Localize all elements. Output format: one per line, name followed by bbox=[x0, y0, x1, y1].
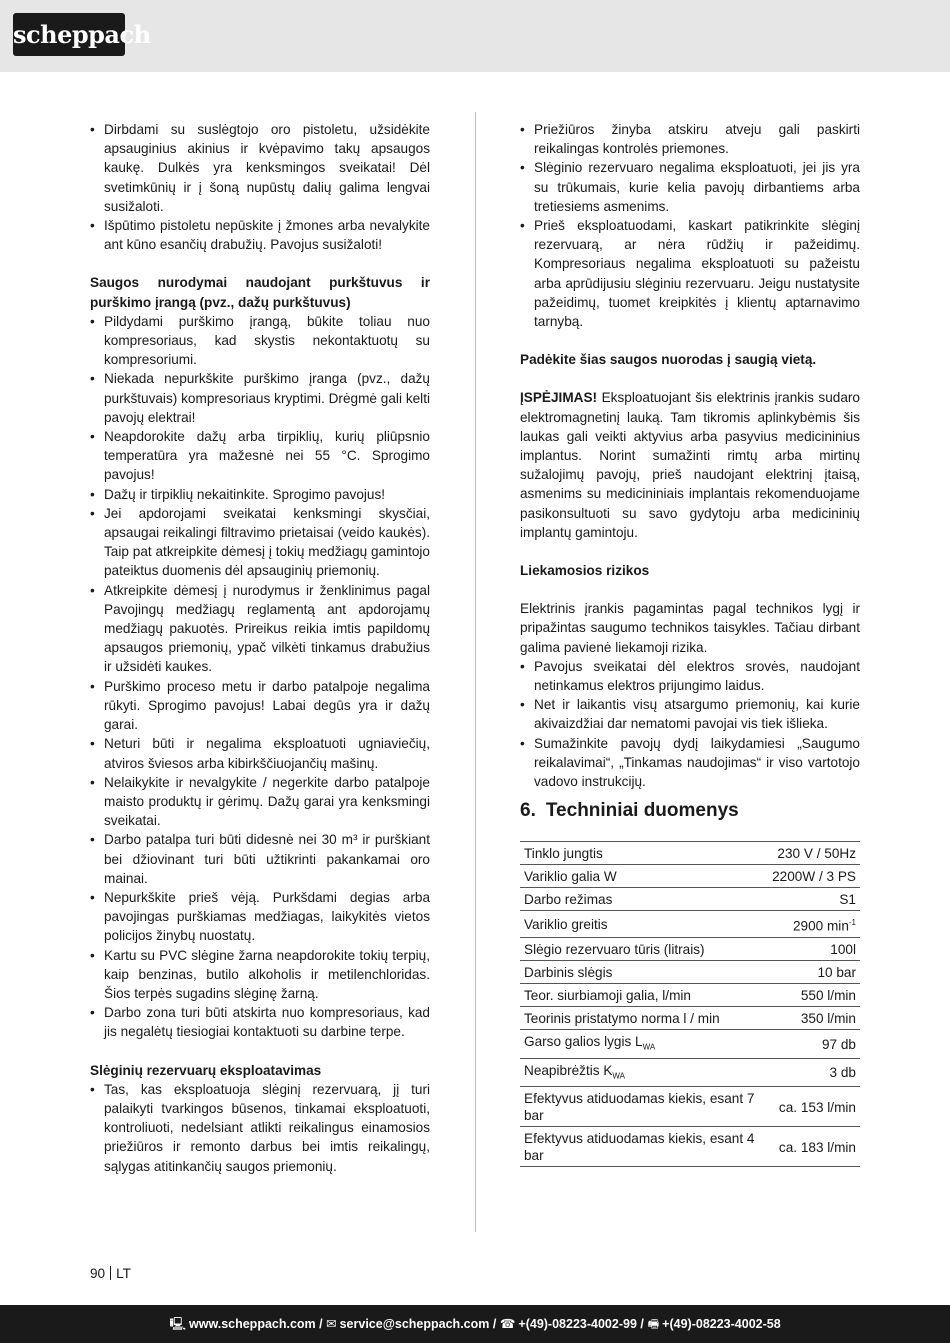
page-number bbox=[90, 1266, 131, 1281]
spec-value bbox=[768, 888, 860, 911]
spec-label-text: Slėgio rezervuaro tūris (litrais) bbox=[524, 941, 705, 957]
spec-value-text: 3 db bbox=[829, 1065, 856, 1081]
list-item: • Pildydami purškimo įrangą, būkite toliau nuo kompresoriaus, kad skystis nekontaktuotų su kompresoriumi. bbox=[90, 312, 430, 370]
spec-value bbox=[768, 1058, 860, 1087]
spec-value bbox=[768, 1087, 860, 1127]
table-row bbox=[520, 1087, 860, 1127]
spec-label bbox=[520, 888, 768, 911]
spec-value-text: 2200W / 3 PS bbox=[772, 869, 856, 885]
spec-label bbox=[520, 842, 768, 865]
spec-value-text: 97 db bbox=[821, 1036, 856, 1052]
footer-web: www.scheppach.com bbox=[189, 1317, 316, 1331]
spec-label-text: Teor. siurbiamoji galia, l/min bbox=[524, 987, 691, 1003]
spec-value-text: 550 l/min bbox=[800, 987, 856, 1003]
list-item: • Slėginio rezervuaro negalima eksploatuoti, jei jis yra su trūkumais, kurie kelia pavojų dirbantiems arba tretiesiems asmenims. bbox=[520, 158, 860, 216]
section-title: Techniniai duomenys bbox=[545, 800, 739, 822]
list-item: • Atkreipkite dėmesį į nurodymus ir ženklinimus pagal Pavojingų medžiagų reglamentą ant apdorojamų medžiagų pakuotės. Prireikus reikia imtis papildomų apsaugos priemonių, ypač vilkėti tinkamus drabužius ir užsidėti kaukes. bbox=[90, 581, 430, 677]
footer-fax: +(49)-08223-4002-58 bbox=[662, 1317, 781, 1331]
list-item: • Nepurkškite prieš vėją. Purkšdami degias arba pavojingas purškiamas medžiagas, laikykitės vietos policijos žinybų nuostatų. bbox=[90, 888, 430, 946]
list-item: • Niekada nepurkškite purškimo įranga (pvz., dažų purkštuvais) kompresoriaus kryptimi. Drėgmė gali kelti pavojų elektrai! bbox=[90, 369, 430, 427]
list-item: • Net ir laikantis visų atsargumo priemonių, kai kurie akivaizdžiai dar nematomi pavojai vis tiek išlieka. bbox=[520, 695, 860, 733]
table-row bbox=[520, 937, 860, 960]
warning-label: ĮSPĖJIMAS! bbox=[520, 390, 598, 406]
technical-data-table bbox=[520, 841, 860, 1167]
scheppach-logo: scheppach bbox=[13, 13, 125, 56]
footer-separator: / bbox=[319, 1317, 323, 1331]
spec-value bbox=[768, 1006, 860, 1029]
list-item: • Darbo zona turi būti atskirta nuo kompresoriaus, kad jis negalėtų tiesiogiai kontaktuoti su darbine terpe. bbox=[90, 1003, 430, 1041]
list-item: • Neturi būti ir negalima eksploatuoti ugniaviečių, atviros šviesos arba kibirkščiuojančių mašinų. bbox=[90, 734, 430, 772]
warning-text: Eksploatuojant šis elektrinis įrankis sudaro elektromagnetinį lauką. Tam tikromis aplinkybėmis šis laukas gali veikti aktyvius arba pasyvius medicininius implantus. Norint sumažinti rimtų arba mirtinų sužalojimų pavojų, prieš naudojant elektrinį įtaisą, asmenims su medicininiais implantais rekomenduojame pasikonsultuoti su savo gydytoju arba medicininių implantų gamintoju. bbox=[520, 390, 860, 540]
keep-instructions-note: Padėkite šias saugos nuorodas į saugią vietą. bbox=[520, 352, 817, 368]
spec-value-text: S1 bbox=[839, 892, 856, 908]
spec-label bbox=[520, 1127, 768, 1167]
table-row bbox=[520, 960, 860, 983]
footer-separator: / bbox=[640, 1317, 644, 1331]
spec-value-text: 2900 min bbox=[792, 918, 849, 934]
spray-bullet-list bbox=[90, 312, 430, 1042]
list-item: • Purškimo proceso metu ir darbo patalpoje negalima rūkyti. Sprogimo pavojus! Labai degūs yra ir dažų garai. bbox=[90, 677, 430, 735]
residual-risks-heading: Liekamosios rizikos bbox=[520, 563, 650, 579]
spec-label-text: Efektyvus atiduodamas kiekis, esant 7 bar bbox=[524, 1091, 755, 1124]
table-row bbox=[520, 888, 860, 911]
list-item: • Prieš eksploatuodami, kaskart patikrinkite slėginį rezervuarą, ar nėra rūdžių ir pažeidimų. Kompresoriaus negalima eksploatuoti su pažeistu arba aprūdijusiu slėginiu rezervuaru. Jeigu nustatysite pažeidimų, tuomet kreipkitės į klientų aptarnavimo tarnybą. bbox=[520, 216, 860, 331]
page-footer bbox=[0, 1305, 950, 1343]
spec-value-text: 230 V / 50Hz bbox=[777, 846, 856, 862]
tank-operation-heading: Slėginių rezervuarų eksploatavimas bbox=[90, 1062, 322, 1078]
footer-separator: / bbox=[492, 1317, 497, 1331]
left-column bbox=[90, 120, 430, 1176]
list-item: • Dirbdami su suslėgtojo oro pistoletu, užsidėkite apsauginius akinius ir kvėpavimo takų apsaugos kaukę. Dulkės yra kenksmingos sveikatai! Dėl svetimkūnių ir į šoną nupūstų dalių galima lengvai susižaloti. bbox=[90, 120, 430, 216]
list-item: • Nelaikykite ir nevalgykite / negerkite darbo patalpoje maisto produktų ir gėrimų. Dažų garai yra kenksmingi sveikatai. bbox=[90, 773, 430, 831]
spec-label-text: Variklio galia W bbox=[524, 869, 617, 885]
table-row bbox=[520, 1029, 860, 1058]
residual-bullet-list bbox=[520, 657, 860, 791]
list-item: • Išpūtimo pistoletu nepūskite į žmones arba nevalykite ant kūno esančių drabužių. Pavojus susižaloti! bbox=[90, 216, 430, 254]
list-item: • Neapdorokite dažų arba tirpiklių, kurių pliūpsnio temperatūra yra mažesnė nei 55 °C. Sprogimo pavojus! bbox=[90, 427, 430, 485]
spec-label-subscript: WA bbox=[642, 1042, 656, 1052]
spec-label-text: Efektyvus atiduodamas kiekis, esant 4 bar bbox=[524, 1131, 755, 1164]
table-row bbox=[520, 865, 860, 888]
spec-value-text: ca. 183 l/min bbox=[778, 1139, 856, 1155]
spec-value bbox=[768, 842, 860, 865]
table-row bbox=[520, 911, 860, 938]
footer-phone: +(49)-08223-4002-99 bbox=[518, 1317, 637, 1331]
spec-label-text: Neapibrėžtis K bbox=[524, 1062, 613, 1078]
phone-icon: ☎ bbox=[499, 1317, 516, 1331]
list-item: • Jei apdorojami sveikatai kenksmingi skysčiai, apsaugai reikalingi filtravimo prietaisai (veido kaukės). Taip pat atkreipkite dėmesį į tokių medžiagų gamintojo pateiktus duomenis dėl apsauginių priemonių. bbox=[90, 504, 430, 581]
spec-value-text: ca. 153 l/min bbox=[778, 1099, 856, 1115]
page-header bbox=[0, 0, 950, 72]
spec-value-superscript: -1 bbox=[848, 918, 856, 928]
table-row bbox=[520, 842, 860, 865]
spec-label bbox=[520, 937, 768, 960]
residual-risks-text: Elektrinis įrankis pagamintas pagal technikos lygį ir pripažintas saugumo technikos taisykles. Tačiau dirbant galima pavienė liekamoji rizika. bbox=[520, 601, 860, 655]
spec-label bbox=[520, 865, 768, 888]
spec-label bbox=[520, 983, 768, 1006]
spec-value bbox=[768, 911, 860, 938]
page-language: LT bbox=[116, 1266, 131, 1281]
spec-value-text: 100l bbox=[830, 941, 856, 957]
footer-email: service@scheppach.com bbox=[339, 1317, 490, 1331]
spec-label bbox=[520, 960, 768, 983]
page-number-value: 90 bbox=[90, 1266, 106, 1281]
spec-label-text: Variklio greitis bbox=[524, 917, 608, 933]
right-column bbox=[520, 120, 860, 1167]
list-item: • Priežiūros žinyba atskiru atveju gali paskirti reikalingas kontrolės priemones. bbox=[520, 120, 860, 158]
section-number: 6. bbox=[520, 800, 536, 822]
table-row bbox=[520, 983, 860, 1006]
fax-icon: 🖷 bbox=[647, 1317, 660, 1331]
intro-bullet-list bbox=[90, 120, 430, 254]
list-item: • Sumažinkite pavojų dydį laikydamiesi „Saugumo reikalavimai“, „Tinkamas naudojimas“ ir viso vartotojo vadovo instrukcijų. bbox=[520, 734, 860, 792]
tank-bullet-list-continued bbox=[520, 120, 860, 331]
spray-safety-heading: Saugos nurodymai naudojant purkštuvus ir purškimo įrangą (pvz., dažų purkštuvus) bbox=[90, 275, 430, 310]
spec-label bbox=[520, 1087, 768, 1127]
list-item: • Darbo patalpa turi būti didesnė nei 30 m³ ir purškiant bei džiovinant turi būti užtikrinti pakankamai oro mainai. bbox=[90, 830, 430, 888]
list-item: • Kartu su PVC slėgine žarna neapdorokite tokių terpių, kaip benzinas, butilo alkoholis ir metilenchloridas. Šios terpės sugadins slėginę žarną. bbox=[90, 946, 430, 1004]
list-item: • Tas, kas eksploatuoja slėginį rezervuarą, jį turi palaikyti tvarkingos būsenos, tinkamai eksploatuoti, kontroliuoti, nedelsiant atlikti reikalingus einamosios priežiūros ir remonto darbus bei imtis reikalingų, sąlygas atitinkančių saugos priemonių. bbox=[90, 1080, 430, 1176]
spec-label-text: Tinklo jungtis bbox=[524, 846, 603, 862]
spec-label bbox=[520, 1006, 768, 1029]
spec-label-text: Darbinis slėgis bbox=[524, 964, 613, 980]
list-item: • Dažų ir tirpiklių nekaitinkite. Sprogimo pavojus! bbox=[90, 485, 430, 504]
column-divider bbox=[475, 112, 476, 1232]
spec-label-text: Teorinis pristatymo norma l / min bbox=[524, 1010, 720, 1026]
spec-value bbox=[768, 937, 860, 960]
spec-label bbox=[520, 1029, 768, 1058]
emf-warning bbox=[520, 388, 860, 542]
tank-bullet-list bbox=[90, 1080, 430, 1176]
section-heading bbox=[520, 799, 860, 823]
spec-value bbox=[768, 960, 860, 983]
spec-label-subscript: WA bbox=[612, 1071, 625, 1081]
spec-value bbox=[768, 865, 860, 888]
table-row bbox=[520, 1058, 860, 1087]
spec-value bbox=[768, 983, 860, 1006]
list-item: • Pavojus sveikatai dėl elektros srovės, naudojant netinkamus elektros prijungimo laidus. bbox=[520, 657, 860, 695]
envelope-icon: ✉ bbox=[326, 1317, 337, 1331]
spec-label bbox=[520, 911, 768, 938]
spec-value bbox=[768, 1127, 860, 1167]
computer-icon: 🖳 bbox=[169, 1317, 187, 1331]
table-row bbox=[520, 1127, 860, 1167]
spec-value bbox=[768, 1029, 860, 1058]
spec-label-text: Darbo režimas bbox=[524, 892, 613, 908]
spec-label bbox=[520, 1058, 768, 1087]
spec-label-text: Garso galios lygis L bbox=[524, 1033, 643, 1049]
spec-value-text: 350 l/min bbox=[800, 1010, 856, 1026]
table-row bbox=[520, 1006, 860, 1029]
spec-value-text: 10 bar bbox=[817, 964, 856, 980]
